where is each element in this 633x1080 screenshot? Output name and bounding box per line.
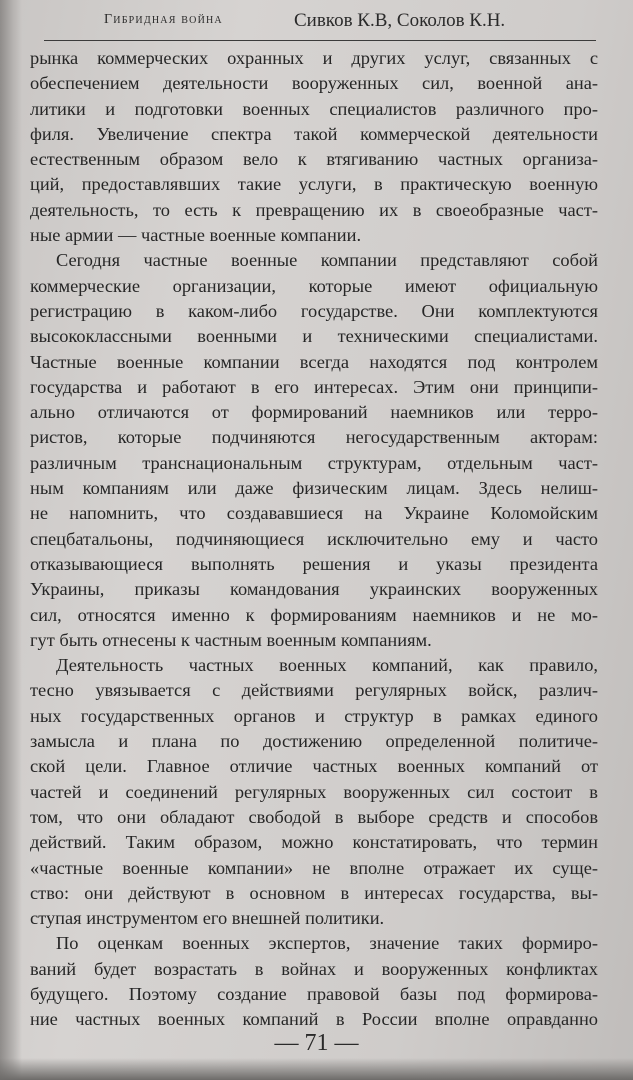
text-line: ской цели. Главное отличие частных военных компаний от — [30, 756, 598, 777]
text-line: ступая инструментом его внешней политики. — [30, 908, 385, 929]
page-edge-shadow-left — [0, 0, 22, 1080]
text-line: ство: они действуют в основном в интересах государства, вы- — [30, 882, 598, 903]
text-line: замысла и плана по достижению определенной политиче- — [30, 731, 598, 752]
text-line: литики и подготовки военных специалистов различного про- — [30, 98, 598, 119]
text-line: «частные военные компании» не вполне отражает их суще- — [30, 857, 598, 878]
text-line: различным транснациональным структурам, отдельным част- — [30, 452, 598, 473]
text-line: государства и работают в его интересах. Этим они принципи- — [30, 376, 598, 397]
text-line: ные армии — частные военные компании. — [30, 225, 362, 246]
text-line: том, что они обладают свободой в выборе средств и способов — [30, 806, 598, 827]
page-number: — 71 — — [274, 1030, 359, 1056]
text-line: Частные военные компании всегда находятся под контролем — [30, 351, 598, 372]
text-line: ристов, которые подчиняются негосударственным акторам: — [30, 427, 598, 448]
text-line: гут быть отнесены к частным военным компаниям. — [30, 629, 432, 650]
text-line: частей и соединений регулярных вооруженных сил состоит в — [30, 781, 598, 802]
text-line: тесно увязывается с действиями регулярных войск, различ- — [30, 680, 598, 701]
running-header — [104, 6, 584, 40]
text-line: высококлассными военными и техническими специалистами. — [30, 326, 598, 347]
text-line: регистрацию в каком-либо государстве. Они комплектуются — [30, 300, 598, 321]
body-text — [30, 46, 598, 1033]
text-line: ций, предоставлявших такие услуги, в практическую военную — [30, 174, 598, 195]
text-line: деятельность, то есть к превращению их в своеобразные част- — [30, 199, 598, 220]
text-line: ваний будет возрастать в войнах и вооруженных конфликтах — [30, 958, 598, 979]
authors: Сивков К.В, Соколов К.Н. — [294, 10, 506, 31]
text-line: действий. Таким образом, можно констатировать, что термин — [30, 832, 598, 853]
text-line: ально отличаются от формирований наемников или терро- — [30, 402, 598, 423]
text-line: естественным образом вело к втягиванию частных организа- — [30, 149, 598, 170]
text-line: будущего. Поэтому создание правовой базы под формирова- — [30, 983, 598, 1004]
text-line: обеспечением деятельности вооруженных сил, военной ана- — [30, 73, 598, 94]
text-line: коммерческие организации, которые имеют официальную — [30, 275, 598, 296]
text-line: ние частных военных компаний в России вполне оправданно — [30, 1009, 598, 1030]
text-line: По оценкам военных экспертов, значение таких формиро- — [56, 933, 598, 954]
text-line: ным компаниям или даже физическим лицам. Здесь нелиш- — [30, 478, 598, 499]
running-title: Гибридная война — [104, 12, 223, 27]
text-line: сил, относятся именно к формированиям наемников и не мо- — [30, 604, 598, 625]
text-line: Украины, приказы командования украинских вооруженных — [30, 579, 598, 600]
text-line: ных государственных органов и структур в рамках единого — [30, 705, 598, 726]
text-line: Сегодня частные военные компании представляют собой — [56, 250, 598, 271]
header-rule — [44, 40, 596, 41]
text-line: спецбатальоны, подчиняющиеся исключительно ему и часто — [30, 528, 598, 549]
text-line: Деятельность частных военных компаний, как правило, — [56, 655, 598, 676]
text-line: отказывающиеся выполнять решения и указы президента — [30, 553, 598, 574]
text-line: не напомнить, что создававшиеся на Украине Коломойским — [30, 503, 598, 524]
text-line: филя. Увеличение спектра такой коммерческой деятельности — [30, 123, 598, 144]
page-edge-shadow-bottom — [0, 1058, 633, 1080]
text-line: рынка коммерческих охранных и других услуг, связанных с — [30, 48, 598, 68]
